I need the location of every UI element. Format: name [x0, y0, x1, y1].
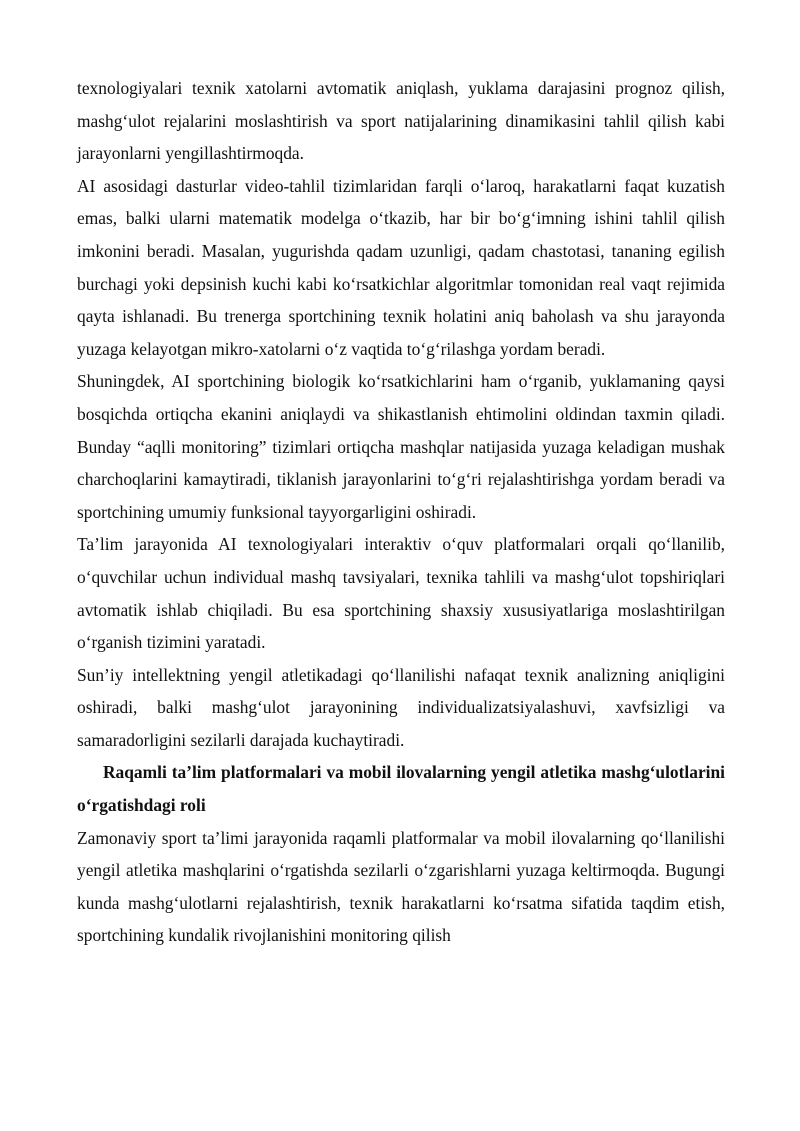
- paragraph-ai-biological-monitoring: Shuningdek, AI sportchining biologik ko‘rsatkichlarini ham o‘rganib, yuklamaning qaysi bosqichda ortiqcha ekanini aniqlaydi va shikastlanish ehtimolini oldindan taxmin qiladi. Bunday “aqlli monitoring” tizimlari ortiqcha mashqlar natijasida yuzaga keladigan mushak charchoqlarini kamaytiradi, tiklanish jarayonlarini to‘g‘ri rejalashtirishga yordam beradi va sportchining umumiy funksional tayyorgarligini oshiradi.: [77, 371, 725, 522]
- section-heading: Raqamli ta’lim platformalari va mobil ilovalarning yengil atletika mashg‘ulotlarini o‘rgatishdagi roli: [77, 762, 725, 816]
- paragraph-ai-education: Ta’lim jarayonida AI texnologiyalari interaktiv o‘quv platformalari orqali qo‘llanilib, o‘quvchilar uchun individual mashq tavsiyalari, texnika tahlili va mashg‘ulot topshiriqlari avtomatik ishlab chiqiladi. Bu esa sportchining shaxsiy xususiyatlariga moslashtirilgan o‘rganish tizimini yaratadi.: [77, 534, 725, 653]
- document-page: [77, 72, 725, 952]
- paragraph-ai-video-analysis: AI asosidagi dasturlar video-tahlil tizimlaridan farqli o‘laroq, harakatlarni faqat kuzatish emas, balki ularni matematik modelga o‘tkazib, har bir bo‘g‘imning ishini tahlil qilish imkonini beradi. Masalan, yugurishda qadam uzunligi, qadam chastotasi, tananing egilish burchagi yoki depsinish kuchi kabi ko‘rsatkichlar algoritmlar tomonidan real vaqt rejimida qayta ishlanadi. Bu trenerga sportchining texnik holatini aniq baholash va shu jarayonda yuzaga kelayotgan mikro-xatolarni o‘z vaqtida to‘g‘rilashga yordam beradi.: [77, 175, 725, 359]
- paragraph-ai-error-detection: texnologiyalari texnik xatolarni avtomatik aniqlash, yuklama darajasini prognoz qilish, mashg‘ulot rejalarini moslashtirish va sport natijalarining dinamikasini tahlil qilish kabi jarayonlarni yengillashtirmoqda.: [77, 78, 725, 164]
- paragraph-ai-conclusion: Sun’iy intellektning yengil atletikadagi qo‘llanilishi nafaqat texnik analizning aniqligini oshiradi, balki mashg‘ulot jarayonining individualizatsiyalashuvi, xavfsizligi va samaradorligini sezilarli darajada kuchaytiradi.: [77, 664, 725, 750]
- paragraph-digital-platforms: Zamonaviy sport ta’limi jarayonida raqamli platformalar va mobil ilovalarning qo‘llanilishi yengil atletika mashqlarini o‘rgatishda sezilarli o‘zgarishlarni yuzaga keltirmoqda. Bugungi kunda mashg‘ulotlarni rejalashtirish, texnik harakatlarni ko‘rsatma sifatida taqdim etish, sportchining kundalik rivojlanishini monitoring qilish: [77, 827, 725, 946]
